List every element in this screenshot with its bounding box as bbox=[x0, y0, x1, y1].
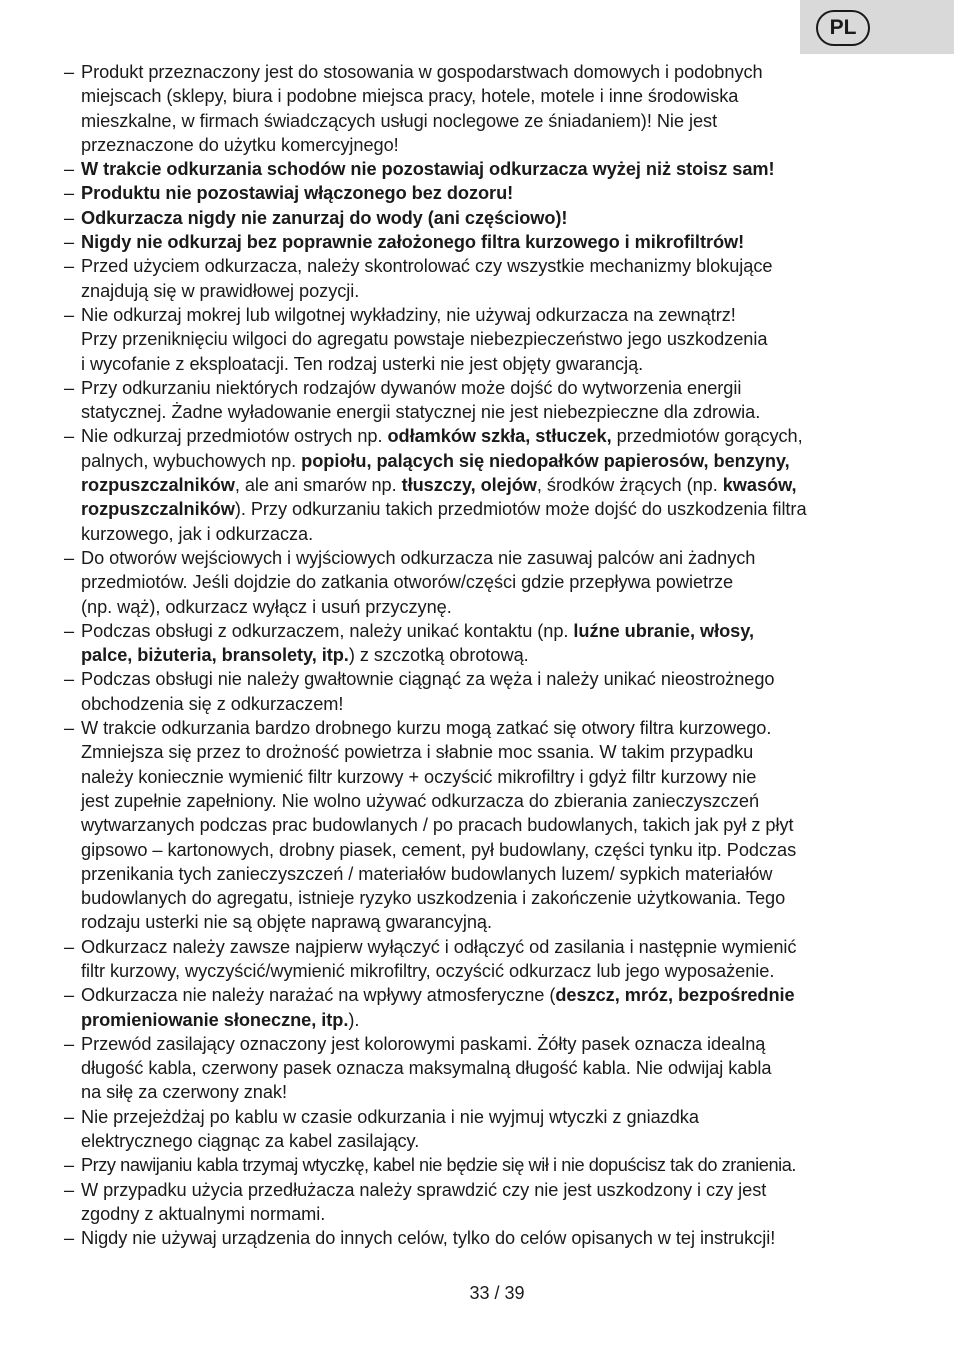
text-segment: wytwarzanych podczas prac budowlanych / po pracach budowlanych, takich jak pył z płyt bbox=[81, 815, 794, 836]
instruction-item bbox=[64, 1153, 906, 1177]
language-tab bbox=[800, 0, 954, 54]
instruction-item bbox=[64, 619, 906, 668]
text-segment: Odkurzacza nie należy narażać na wpływy atmosferyczne ( bbox=[81, 985, 556, 1006]
dash-bullet: – bbox=[64, 426, 75, 447]
instruction-line bbox=[81, 643, 906, 667]
instruction-line bbox=[81, 133, 906, 157]
instruction-item bbox=[64, 424, 906, 545]
text-segment: kurzowego, jak i odkurzacza. bbox=[81, 523, 314, 544]
instruction-line bbox=[81, 473, 906, 497]
instruction-item bbox=[64, 1178, 906, 1227]
text-segment: Odkurzacz należy zawsze najpierw wyłączyć i odłączyć od zasilania i następnie wymienić bbox=[81, 936, 797, 957]
text-segment: zgodny z aktualnymi normami. bbox=[81, 1203, 326, 1224]
text-segment: , środków żrących (np. bbox=[536, 475, 723, 496]
instruction-line bbox=[81, 692, 906, 716]
dash-bullet: – bbox=[64, 377, 75, 398]
instruction-line bbox=[81, 279, 906, 303]
text-segment: przedmiotów. Jeśli dojdzie do zatkania otworów/części gdzie przepływa powietrze bbox=[81, 572, 734, 593]
instruction-item bbox=[64, 230, 906, 254]
instruction-line bbox=[81, 206, 906, 230]
dash-bullet: – bbox=[64, 1179, 75, 1200]
text-segment: Nigdy nie używaj urządzenia do innych celów, tylko do celów opisanych w tej instrukcji! bbox=[81, 1228, 776, 1249]
dash-bullet: – bbox=[64, 232, 75, 253]
instruction-item bbox=[64, 376, 906, 425]
bold-text: W trakcie odkurzania schodów nie pozostawiaj odkurzacza wyżej niż stoisz sam! bbox=[81, 159, 775, 180]
instruction-line bbox=[81, 1105, 906, 1129]
instruction-line bbox=[81, 959, 906, 983]
instruction-line bbox=[81, 740, 906, 764]
instruction-line bbox=[81, 522, 906, 546]
dash-bullet: – bbox=[64, 256, 75, 277]
text-segment: Podczas obsługi nie należy gwałtownie ciągnąć za węża i należy unikać nieostrożnego bbox=[81, 669, 775, 690]
text-segment: Nie przejeżdżaj po kablu w czasie odkurzania i nie wyjmuj wtyczki z gniazdka bbox=[81, 1106, 699, 1127]
instruction-line bbox=[81, 1080, 906, 1104]
instruction-line bbox=[81, 619, 906, 643]
instruction-item bbox=[64, 667, 906, 716]
dash-bullet: – bbox=[64, 936, 75, 957]
instruction-item bbox=[64, 60, 906, 157]
dash-bullet: – bbox=[64, 669, 75, 690]
bold-text: deszcz, mróz, bezpośrednie bbox=[555, 985, 795, 1006]
text-segment: ) z szczotką obrotową. bbox=[348, 645, 529, 666]
text-segment: gipsowo – kartonowych, drobny piasek, cement, pył budowlany, części tynku itp. Podczas bbox=[81, 839, 797, 860]
instruction-line bbox=[81, 813, 906, 837]
bold-text: odłamków szkła, stłuczek, bbox=[387, 426, 612, 447]
instruction-line bbox=[81, 935, 906, 959]
text-segment: , ale ani smarów np. bbox=[234, 475, 402, 496]
bold-text: Produktu nie pozostawiaj włączonego bez dozoru! bbox=[81, 183, 514, 204]
text-segment: elektrycznego ciągnąc za kabel zasilający. bbox=[81, 1131, 420, 1152]
dash-bullet: – bbox=[64, 159, 75, 180]
instruction-line bbox=[81, 157, 906, 181]
instruction-line bbox=[81, 181, 906, 205]
text-segment: jest zupełnie zapełniony. Nie wolno używać odkurzacza do zbierania zanieczyszczeń bbox=[81, 790, 760, 811]
text-segment: na siłę za czerwony znak! bbox=[81, 1082, 287, 1103]
text-segment: Przed użyciem odkurzacza, należy skontrolować czy wszystkie mechanizmy blokujące bbox=[81, 256, 773, 277]
instruction-line bbox=[81, 376, 906, 400]
text-segment: należy koniecznie wymienić filtr kurzowy + oczyścić mikrofiltry i gdyż filtr kurzowy nie bbox=[81, 766, 757, 787]
bold-text: palce, biżuteria, bransolety, itp. bbox=[81, 645, 349, 666]
bold-text: Nigdy nie odkurzaj bez poprawnie założonego filtra kurzowego i mikrofiltrów! bbox=[81, 232, 745, 253]
bold-text: promieniowanie słoneczne, itp. bbox=[81, 1009, 349, 1030]
dash-bullet: – bbox=[64, 1106, 75, 1127]
instruction-line bbox=[81, 352, 906, 376]
text-segment: Przy nawijaniu kabla trzymaj wtyczkę, kabel nie będzie się wił i nie dopuścisz tak do zranienia. bbox=[81, 1155, 796, 1176]
safety-instructions-list bbox=[64, 60, 906, 1251]
text-segment: Nie odkurzaj mokrej lub wilgotnej wykładziny, nie używaj odkurzacza na zewnątrz! bbox=[81, 304, 736, 325]
text-segment: mieszkalne, w firmach świadczących usługi noclegowe ze śniadaniem)! Nie jest bbox=[81, 110, 718, 131]
instruction-item bbox=[64, 1226, 906, 1250]
text-segment: Produkt przeznaczony jest do stosowania w gospodarstwach domowych i podobnych bbox=[81, 62, 763, 82]
instruction-line bbox=[81, 327, 906, 351]
instruction-line bbox=[81, 109, 906, 133]
instruction-line bbox=[81, 1032, 906, 1056]
instruction-item bbox=[64, 935, 906, 984]
text-segment: statycznej. Żadne wyładowanie energii statycznej nie jest niebezpieczne dla zdrowia. bbox=[81, 402, 761, 423]
instruction-line bbox=[81, 1153, 906, 1177]
dash-bullet: – bbox=[64, 62, 75, 82]
text-segment: filtr kurzowy, wyczyścić/wymienić mikrofiltry, oczyścić odkurzacz lub jego wyposażenie. bbox=[81, 960, 775, 981]
instruction-line bbox=[81, 1202, 906, 1226]
instruction-line bbox=[81, 1129, 906, 1153]
text-segment: (np. wąż), odkurzacz wyłącz i usuń przyczynę. bbox=[81, 596, 452, 617]
instruction-line bbox=[81, 1226, 906, 1250]
instruction-item bbox=[64, 983, 906, 1032]
dash-bullet: – bbox=[64, 304, 75, 325]
text-segment: palnych, wybuchowych np. bbox=[81, 450, 302, 471]
instruction-line bbox=[81, 60, 906, 84]
dash-bullet: – bbox=[64, 183, 75, 204]
text-segment: W trakcie odkurzania bardzo drobnego kurzu mogą zatkać się otwory filtra kurzowego. bbox=[81, 718, 772, 739]
instruction-item bbox=[64, 181, 906, 205]
bold-text: Odkurzacza nigdy nie zanurzaj do wody (ani częściowo)! bbox=[81, 207, 568, 228]
instruction-line bbox=[81, 910, 906, 934]
text-segment: i wycofanie z eksploatacji. Ten rodzaj usterki nie jest objęty gwarancją. bbox=[81, 353, 644, 374]
instruction-line bbox=[81, 254, 906, 278]
instruction-line bbox=[81, 1178, 906, 1202]
instruction-line bbox=[81, 400, 906, 424]
dash-bullet: – bbox=[64, 1033, 75, 1054]
text-segment: miejscach (sklepy, biura i podobne miejsca pracy, hotele, motele i inne środowiska bbox=[81, 86, 739, 107]
instruction-line bbox=[81, 716, 906, 740]
dash-bullet: – bbox=[64, 1228, 75, 1249]
instruction-item bbox=[64, 716, 906, 935]
bold-text: kwasów, bbox=[722, 475, 797, 496]
bold-text: popiołu, palących się niedopałków papierosów, benzyny, bbox=[301, 450, 790, 471]
instruction-item bbox=[64, 157, 906, 181]
instruction-line bbox=[81, 983, 906, 1007]
instruction-line bbox=[81, 230, 906, 254]
instruction-item bbox=[64, 206, 906, 230]
text-segment: Podczas obsługi z odkurzaczem, należy unikać kontaktu (np. bbox=[81, 620, 574, 641]
text-segment: przenikania tych zanieczyszczeń / materiałów budowlanych luzem/ sypkich materiałów bbox=[81, 863, 773, 884]
text-segment: długość kabla, czerwony pasek oznacza maksymalną długość kabla. Nie odwijaj kabla bbox=[81, 1058, 772, 1079]
language-badge: PL bbox=[816, 10, 870, 46]
instruction-line bbox=[81, 595, 906, 619]
text-segment: znajdują się w prawidłowej pozycji. bbox=[81, 280, 360, 301]
text-segment: obchodzenia się z odkurzaczem! bbox=[81, 693, 344, 714]
bold-text: luźne ubranie, włosy, bbox=[573, 620, 754, 641]
instruction-line bbox=[81, 303, 906, 327]
instruction-item bbox=[64, 303, 906, 376]
instruction-line bbox=[81, 838, 906, 862]
text-segment: przedmiotów gorących, bbox=[611, 426, 803, 447]
instruction-item bbox=[64, 1105, 906, 1154]
instruction-line bbox=[81, 570, 906, 594]
text-segment: przeznaczone do użytku komercyjnego! bbox=[81, 134, 399, 155]
text-segment: ). bbox=[348, 1009, 360, 1030]
dash-bullet: – bbox=[64, 207, 75, 228]
text-segment: Przewód zasilający oznaczony jest kolorowymi paskami. Żółty pasek oznacza idealną bbox=[81, 1033, 766, 1054]
dash-bullet: – bbox=[64, 985, 75, 1006]
instruction-line bbox=[81, 497, 906, 521]
bold-text: tłuszczy, olejów bbox=[401, 475, 537, 496]
instruction-line bbox=[81, 84, 906, 108]
instruction-item bbox=[64, 1032, 906, 1105]
text-segment: rodzaju usterki nie są objęte naprawą gwarancyjną. bbox=[81, 912, 492, 933]
text-segment: budowlanych do agregatu, istnieje ryzyko uszkodzenia i zakończenie użytkowania. Tego bbox=[81, 888, 786, 909]
instruction-line bbox=[81, 424, 906, 448]
text-segment: Przy odkurzaniu niektórych rodzajów dywanów może dojść do wytworzenia energii bbox=[81, 377, 742, 398]
dash-bullet: – bbox=[64, 547, 75, 568]
instruction-item bbox=[64, 254, 906, 303]
instruction-line bbox=[81, 862, 906, 886]
page-number: 33 / 39 bbox=[469, 1283, 525, 1303]
instruction-line bbox=[81, 886, 906, 910]
instruction-item bbox=[64, 546, 906, 619]
dash-bullet: – bbox=[64, 1155, 74, 1176]
instruction-line bbox=[81, 546, 906, 570]
text-segment: ). Przy odkurzaniu takich przedmiotów może dojść do uszkodzenia filtra bbox=[234, 499, 807, 520]
text-segment: Zmniejsza się przez to drożność powietrza i słabnie moc ssania. W takim przypadku bbox=[81, 742, 754, 763]
text-segment: W przypadku użycia przedłużacza należy sprawdzić czy nie jest uszkodzony i czy jest bbox=[81, 1179, 767, 1200]
instruction-line bbox=[81, 449, 906, 473]
text-segment: Nie odkurzaj przedmiotów ostrych np. bbox=[81, 426, 388, 447]
bold-text: rozpuszczalników bbox=[81, 499, 235, 520]
instruction-line bbox=[81, 1056, 906, 1080]
instruction-line bbox=[81, 1008, 906, 1032]
instruction-line bbox=[81, 789, 906, 813]
instruction-line bbox=[81, 765, 906, 789]
instruction-line bbox=[81, 667, 906, 691]
dash-bullet: – bbox=[64, 718, 75, 739]
text-segment: Przy przeniknięciu wilgoci do agregatu powstaje niebezpieczeństwo jego uszkodzenia bbox=[81, 329, 768, 350]
text-segment: Do otworów wejściowych i wyjściowych odkurzacza nie zasuwaj palców ani żadnych bbox=[81, 547, 756, 568]
dash-bullet: – bbox=[64, 620, 75, 641]
bold-text: rozpuszczalników bbox=[81, 475, 235, 496]
